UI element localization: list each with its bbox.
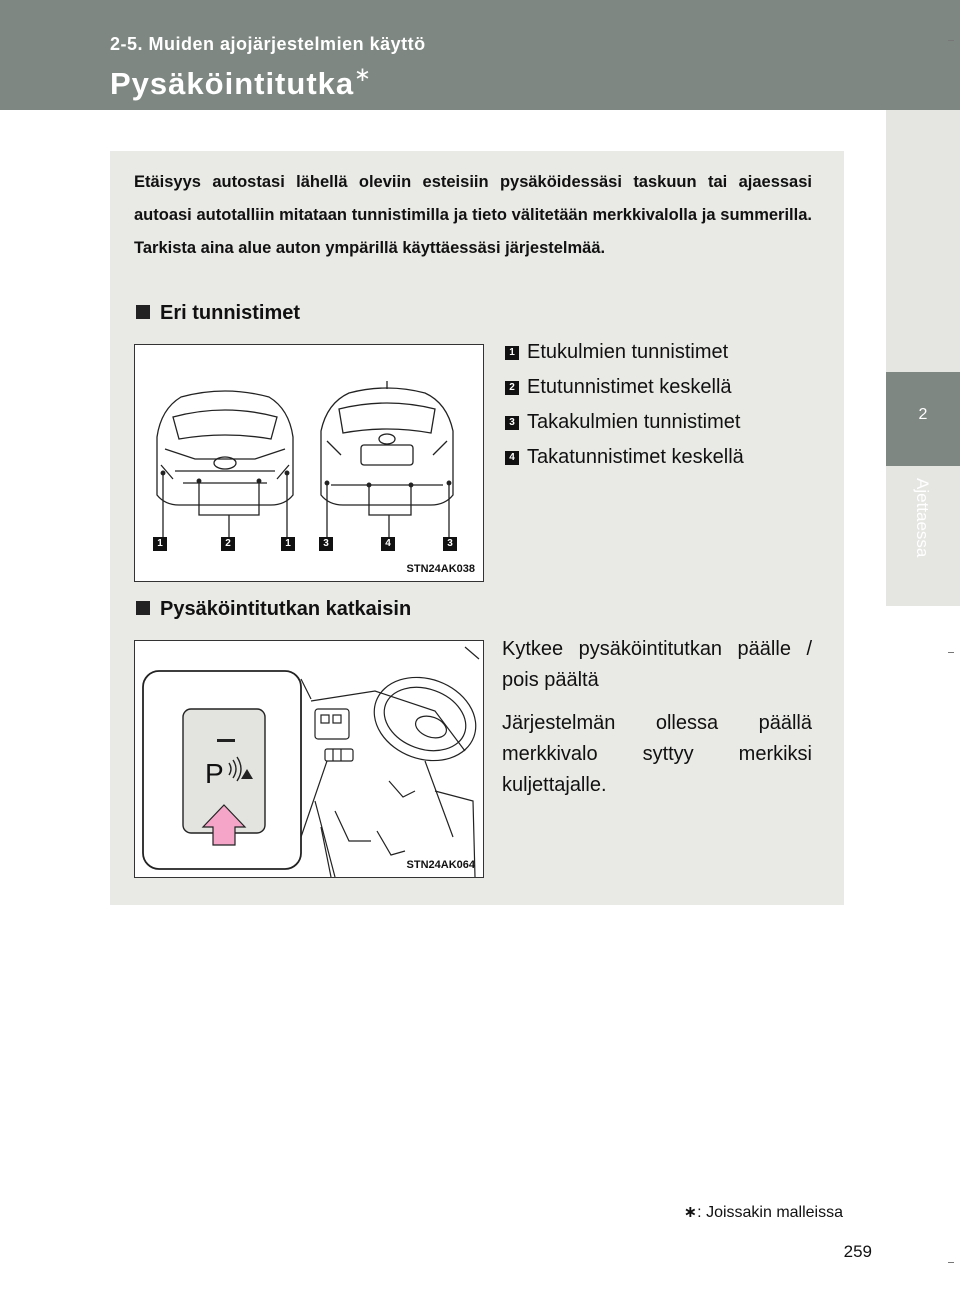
legend-badge: 2 <box>505 381 519 395</box>
square-bullet-icon <box>136 305 150 319</box>
callout-badge: 1 <box>153 537 167 551</box>
dashboard-illustration <box>135 641 483 877</box>
indicator-description: Järjestelmän ollessa päällä merkkivalo syttyy merkiksi kuljettajalle. <box>502 712 812 796</box>
title-asterisk: ∗ <box>354 64 372 86</box>
legend-item <box>505 440 744 474</box>
square-bullet-icon <box>136 601 150 615</box>
callout-badge: 2 <box>221 537 235 551</box>
callout-badge: 4 <box>381 537 395 551</box>
callout-label <box>443 535 465 553</box>
callout-label <box>281 535 303 553</box>
page-title <box>110 66 372 102</box>
crop-mark <box>948 40 954 41</box>
switch-heading-text: Pysäköintitutkan katkaisin <box>160 598 412 620</box>
callout-label <box>381 535 403 553</box>
switch-heading <box>136 598 411 621</box>
figure-code: STN24AK038 <box>406 563 475 575</box>
legend-item <box>505 370 732 404</box>
legend-badge: 1 <box>505 346 519 360</box>
crop-mark <box>948 1262 954 1263</box>
section-title: 2-5. Muiden ajojärjestelmien käyttö <box>110 34 426 54</box>
page-title-text: Pysäköintitutka <box>110 66 355 101</box>
car-sensors-illustration <box>135 345 483 581</box>
chapter-tab <box>886 372 960 466</box>
callout-label <box>221 535 243 553</box>
callout-badge: 3 <box>319 537 333 551</box>
switch-description: Kytkee pysäköintitutkan päälle / pois päältä <box>502 638 812 691</box>
callout-label <box>319 535 341 553</box>
sensors-heading-text: Eri tunnistimet <box>160 302 301 324</box>
callout-label <box>153 535 175 553</box>
side-strip-upper <box>886 110 960 372</box>
legend-text: Etutunnistimet keskellä <box>527 376 732 398</box>
chapter-label: Ajettaessa <box>913 478 932 558</box>
figure-code: STN24AK064 <box>406 859 475 871</box>
footnote-text: : Joissakin malleissa <box>697 1204 843 1221</box>
intro-paragraph: Etäisyys autostasi lähellä oleviin esteisiin pysäköidessäsi taskuun tai ajaessasi autoasi autotalliin mitataan tunnistimilla ja tieto välitetään merkkivalolla ja summerilla. Tarkista aina alue auton ympärillä käyttäessäsi järjestelmää. <box>134 173 812 257</box>
legend-text: Etukulmien tunnistimet <box>527 341 729 363</box>
parking-p-symbol: P <box>205 758 224 789</box>
callout-badge: 1 <box>281 537 295 551</box>
callout-badge: 3 <box>443 537 457 551</box>
sensors-heading <box>136 302 300 325</box>
footnote <box>684 1202 843 1222</box>
legend-badge: 3 <box>505 416 519 430</box>
legend-text: Takatunnistimet keskellä <box>527 446 744 468</box>
legend-text: Takakulmien tunnistimet <box>527 411 741 433</box>
sensors-figure <box>134 344 484 582</box>
legend-item <box>505 335 728 369</box>
page-number: 259 <box>843 1242 872 1261</box>
footnote-asterisk: ∗ <box>683 1204 698 1221</box>
crop-mark <box>948 652 954 653</box>
switch-figure <box>134 640 484 878</box>
page-header <box>0 0 960 110</box>
legend-item <box>505 405 740 439</box>
legend-badge: 4 <box>505 451 519 465</box>
chapter-number: 2 <box>918 406 928 423</box>
